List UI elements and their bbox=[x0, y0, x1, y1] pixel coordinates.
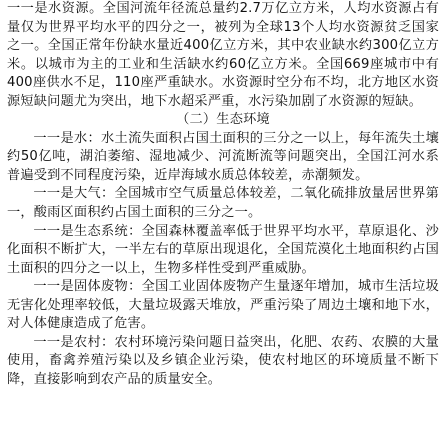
list-item: 一一是水：水土流失面积占国土面积的三分之一以上，每年流失土壤约50亿吨，湖泊萎缩、湿地减少、河流断流等问题突出，全国江河水系普遍受到不同程度污染，近岸海域水质总体较差，赤潮频发。 bbox=[7, 130, 439, 183]
list-item: 一一是生态系统：全国森林覆盖率低于世界平均水平，草原退化、沙化面积不断扩大，一半左右的草原出现退化，全国荒漠化土地面积约占国土面积的四分之一以上，生物多样性受到严重威胁。 bbox=[7, 223, 439, 276]
list-item: 一一是大气：全国城市空气质量总体较差，二氧化硫排放量居世界第一，酸雨区面积约占国土面积的三分之一。 bbox=[7, 186, 439, 221]
opening-paragraph: 一一是水资源。全国河流年径流总量约2.7万亿立方米，人均水资源占有量仅为世界平均水平的四分之一，被列为全球13个人均水资源贫乏国家之一。全国正常年份缺水量近400亿立方米，其中农业缺水约300亿立方米。以城市为主的工业和生活缺水约60亿立方米。全国669座城市中有400座供水不足，110座严重缺水。水资源时空分布不均，北方地区水资源短缺问题尤为突出，地下水超采严重，水污染加剧了水资源的短缺。 bbox=[7, 1, 439, 109]
section-heading: （二）生态环境 bbox=[176, 112, 270, 128]
document-body bbox=[7, 0, 439, 389]
list-item: 一一是固体废物：全国工业固体废物产生量逐年增加，城市生活垃圾无害化处理率较低，大量垃圾露天堆放，严重污染了周边土壤和地下水，对人体健康造成了危害。 bbox=[7, 279, 439, 332]
list-item: 一一是农村：农村环境污染问题日益突出，化肥、农药、农膜的大量使用，畜禽养殖污染以及乡镇企业污染，使农村地区的环境质量不断下降，直接影响到农产品的质量安全。 bbox=[7, 334, 439, 387]
